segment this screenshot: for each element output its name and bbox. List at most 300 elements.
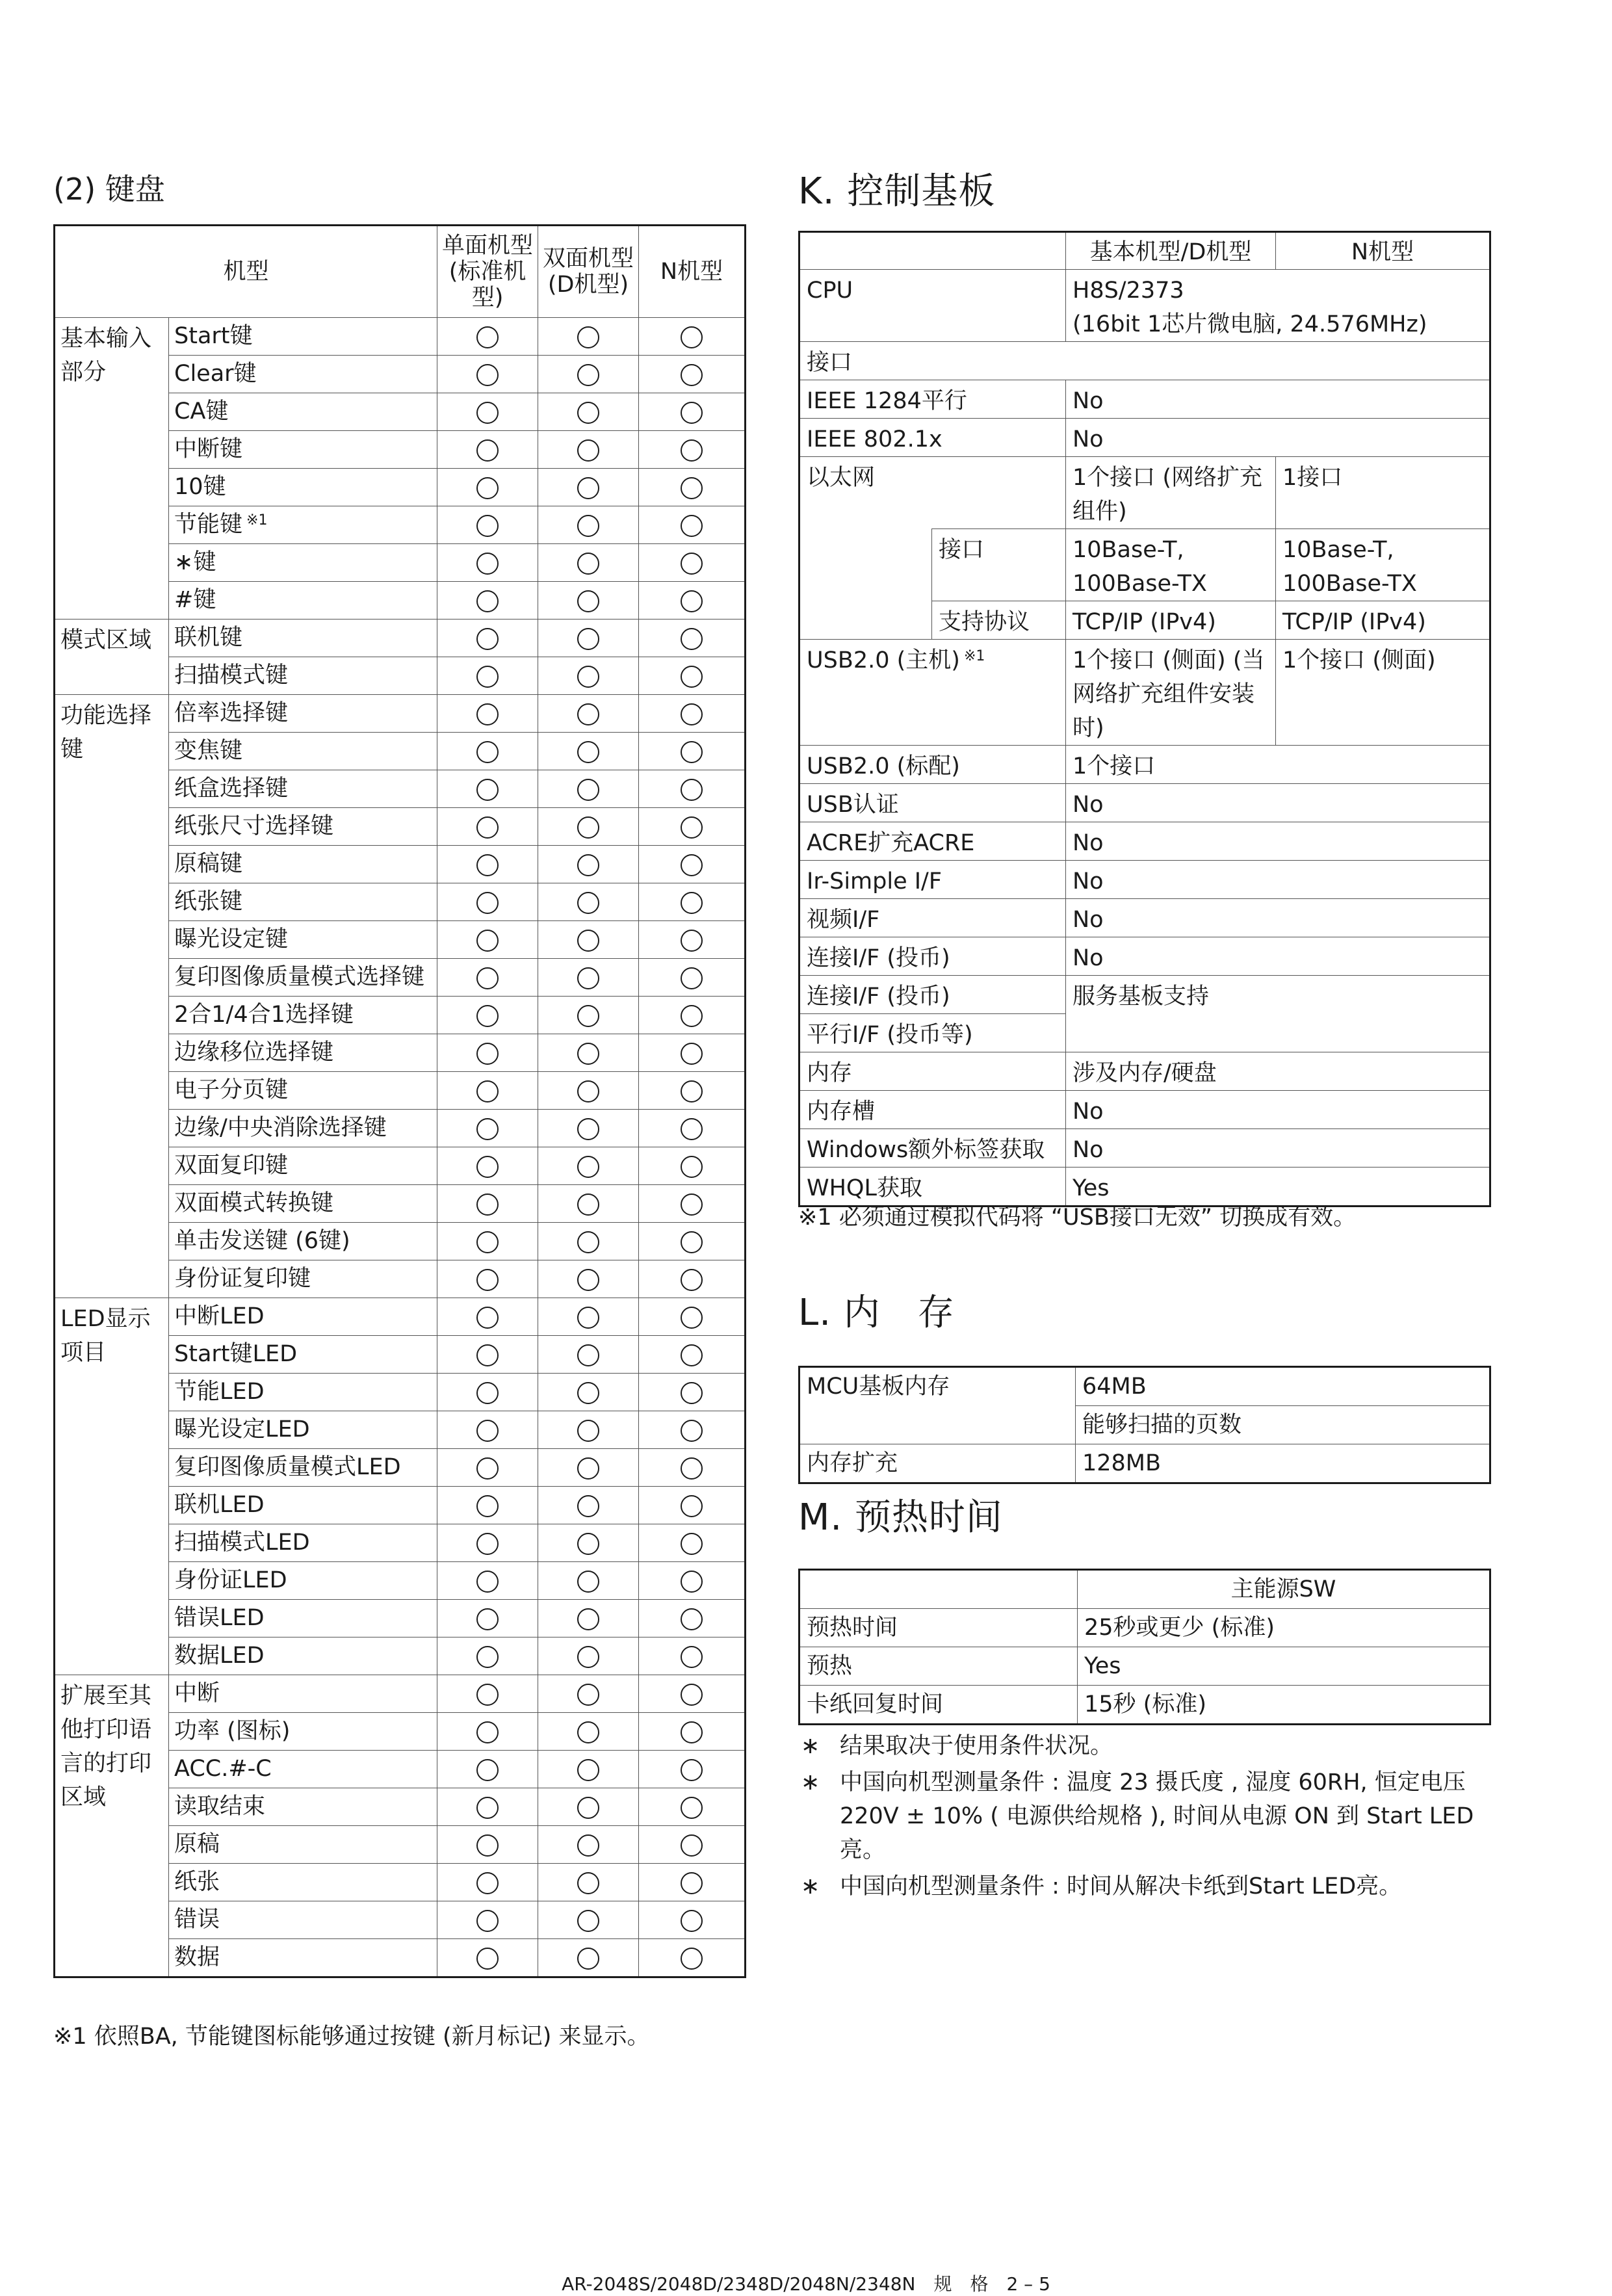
spec-label: 预热 [800,1647,1078,1686]
support-cell [538,318,639,356]
keyboard-footnote: ※1 依照BA, 节能键图标能够通过按键 (新月标记) 来显示。 [53,2024,650,2050]
keyboard-item-label: 错误 [174,1907,220,1933]
support-cell [639,506,746,544]
keyboard-item-label: 双面复印键 [174,1153,289,1179]
support-cell [639,1637,746,1675]
spec-value: 涉及内存/硬盘 [1066,1052,1490,1091]
support-cell [437,1411,538,1449]
support-cell [538,1562,639,1600]
keyboard-item-label: 原稿 [174,1831,220,1857]
keyboard-item [169,469,437,506]
keyboard-item [169,733,437,770]
keyboard-item-label: 扫描模式键 [174,662,289,688]
circle-mark-icon [681,892,703,914]
keyboard-item-label: 中断 [174,1680,220,1706]
spec-label: IEEE 1284平行 [800,380,1066,419]
support-cell [538,997,639,1034]
keyboard-item [169,1901,437,1939]
keyboard-item-label: 曝光设定LED [174,1416,310,1442]
circle-mark-icon [577,628,599,650]
spec-label: 接口 [932,529,1066,601]
keyboard-heading: (2) 键盘 [53,172,165,207]
support-cell [639,770,746,808]
circle-mark-icon [476,1797,499,1819]
support-cell [639,733,746,770]
circle-mark-icon [577,590,599,612]
spec-value: No [1066,1129,1490,1168]
spec-row [800,1091,1490,1129]
warmup-header-row [800,1570,1490,1609]
circle-mark-icon [476,628,499,650]
support-cell [437,846,538,883]
spec-value: 1个接口 (网络扩充组件) [1066,457,1276,529]
keyboard-item [169,1939,437,1977]
keyboard-item [169,1864,437,1901]
usb-host-label: USB2.0 (主机) [807,647,960,673]
support-cell [437,1600,538,1637]
support-cell [639,959,746,997]
support-cell [639,469,746,506]
keyboard-item [169,1449,437,1487]
keyboard-item [169,1147,437,1185]
spec-label: 接口 [800,342,1490,380]
keyboard-item [169,1751,437,1788]
circle-mark-icon [681,967,703,989]
circle-mark-icon [476,1118,499,1140]
spec-row-interface [800,342,1490,380]
circle-mark-icon [577,1797,599,1819]
keyboard-item [169,1298,437,1336]
circle-mark-icon [681,1948,703,1970]
support-cell [538,1524,639,1562]
keyboard-item-label: 数据LED [174,1643,265,1669]
spec-value: 1个接口 (侧面) (当网络扩充组件安装时) [1066,640,1276,746]
support-cell [639,921,746,959]
circle-mark-icon [476,1457,499,1480]
keyboard-item-label: 中断LED [174,1303,265,1329]
circle-mark-icon [681,1646,703,1668]
keyboard-table [53,224,746,1978]
support-cell [538,1826,639,1864]
spec-value: 服务基板支持 [1066,976,1490,1052]
support-cell [639,544,746,582]
support-cell [437,883,538,921]
keyboard-item [169,1223,437,1260]
support-cell [437,1901,538,1939]
circle-mark-icon [476,590,499,612]
circle-mark-icon [577,1005,599,1027]
spec-row [800,899,1490,937]
note-mark: ※1 [246,512,268,528]
circle-mark-icon [577,326,599,348]
support-cell [437,1374,538,1411]
circle-mark-icon [681,1721,703,1743]
circle-mark-icon [577,967,599,989]
support-cell [437,1751,538,1788]
support-cell [639,1524,746,1562]
support-cell [538,431,639,469]
spec-value: 25秒或更少 (标准) [1078,1609,1490,1647]
spec-row [800,746,1490,784]
keyboard-item [169,1600,437,1637]
circle-mark-icon [577,1495,599,1517]
support-cell [437,921,538,959]
keyboard-item-label: 倍率选择键 [174,700,289,726]
support-cell [538,1600,639,1637]
keyboard-group: 模式区域 [55,620,169,695]
keyboard-item [169,1374,437,1411]
keyboard-item [169,921,437,959]
support-cell [437,1487,538,1524]
support-cell [437,1826,538,1864]
circle-mark-icon [681,779,703,801]
spec-value: No [1066,861,1490,899]
control-board-table [798,231,1491,1207]
circle-mark-icon [577,1194,599,1216]
support-cell [538,1223,639,1260]
support-cell [538,883,639,921]
spec-row-ethernet [800,457,1490,529]
keyboard-item [169,318,437,356]
keyboard-row [55,1298,746,1336]
support-cell [538,1336,639,1374]
circle-mark-icon [681,1684,703,1706]
keyboard-item-label: CA键 [174,398,229,424]
circle-mark-icon [476,1420,499,1442]
spec-row [800,784,1490,822]
keyboard-item [169,657,437,695]
warmup-notes [801,1729,1490,1906]
keyboard-item [169,1713,437,1751]
support-cell [437,582,538,620]
circle-mark-icon [577,1872,599,1894]
circle-mark-icon [681,1043,703,1065]
note-bullet: ∗ [801,1873,820,1899]
support-cell [538,620,639,657]
support-cell [437,1185,538,1223]
spec-value: 15秒 (标准) [1078,1686,1490,1725]
circle-mark-icon [577,553,599,575]
support-cell [437,544,538,582]
support-cell [639,1260,746,1298]
circle-mark-icon [476,477,499,499]
keyboard-item-label: Clear键 [174,361,257,387]
circle-mark-icon [476,553,499,575]
spec-value: Yes [1078,1647,1490,1686]
circle-mark-icon [681,590,703,612]
spec-label: 视频I/F [800,899,1066,937]
spec-label: USB认证 [800,784,1066,822]
spec-value: TCP/IP (IPv4) [1066,601,1276,640]
keyboard-item [169,1788,437,1826]
support-cell [538,1298,639,1336]
support-cell [639,1675,746,1713]
header-model: 机型 [55,226,437,318]
keyboard-item-label: 单击发送键 (6键) [174,1228,350,1254]
warmup-note [801,1870,1490,1903]
keyboard-item-label: ACC.#-C [174,1756,272,1782]
note-text: 中国向机型测量条件 : 时间从解决卡纸到Start LED亮。 [840,1873,1402,1899]
memory-table [798,1366,1491,1484]
circle-mark-icon [476,1344,499,1366]
circle-mark-icon [476,666,499,688]
circle-mark-icon [681,1872,703,1894]
keyboard-item-label: Start键 [174,323,253,349]
support-cell [538,1034,639,1072]
keyboard-table-body [55,318,746,1977]
circle-mark-icon [681,1834,703,1857]
keyboard-group: 基本输入部分 [55,318,169,620]
keyboard-item-label: 身份证复印键 [174,1266,311,1292]
spec-value: 1个接口 [1066,746,1490,784]
support-cell [437,1147,538,1185]
warmup-header: 主能源SW [1078,1570,1490,1609]
keyboard-item [169,393,437,431]
keyboard-item [169,506,437,544]
circle-mark-icon [681,1382,703,1404]
memory-heading: L. 内 存 [798,1292,955,1334]
circle-mark-icon [681,477,703,499]
circle-mark-icon [476,326,499,348]
spec-header-n: N机型 [1276,232,1490,270]
support-cell [639,695,746,733]
spec-simple-rows-2 [800,1052,1490,1207]
support-cell [639,1223,746,1260]
header-n: N机型 [639,226,746,318]
support-cell [639,1864,746,1901]
circle-mark-icon [577,1156,599,1178]
circle-mark-icon [476,892,499,914]
keyboard-table-header [55,226,746,318]
spec-row-eth-protocol [800,601,1490,640]
keyboard-item-label: #键 [174,587,216,613]
keyboard-item [169,544,437,582]
support-cell [437,620,538,657]
circle-mark-icon [681,1495,703,1517]
keyboard-item [169,1637,437,1675]
circle-mark-icon [681,326,703,348]
circle-mark-icon [476,364,499,386]
header-duplex: 双面机型 (D机型) [538,226,639,318]
keyboard-item-label: 原稿键 [174,851,243,877]
circle-mark-icon [577,1344,599,1366]
support-cell [437,318,538,356]
keyboard-row [55,1675,746,1713]
circle-mark-icon [681,1194,703,1216]
support-cell [437,1298,538,1336]
spec-label: MCU基板内存 [800,1367,1076,1444]
support-cell [538,544,639,582]
spec-label: 内存槽 [800,1091,1066,1129]
support-cell [538,1260,639,1298]
support-cell [639,1374,746,1411]
keyboard-item-label: 身份证LED [174,1567,287,1593]
circle-mark-icon [577,1571,599,1593]
circle-mark-icon [476,1194,499,1216]
support-cell [639,1826,746,1864]
support-cell [538,921,639,959]
keyboard-group: LED显示项目 [55,1298,169,1675]
warmup-row [800,1647,1490,1686]
keyboard-item-label: 纸张尺寸选择键 [174,813,334,839]
spec-value: No [1066,899,1490,937]
spec-label: WHQL获取 [800,1168,1066,1207]
keyboard-item-label: 节能LED [174,1379,265,1405]
support-cell [639,1788,746,1826]
circle-mark-icon [476,1495,499,1517]
support-cell [437,1713,538,1751]
support-cell [639,1713,746,1751]
keyboard-item [169,883,437,921]
spec-row-cpu [800,270,1490,342]
circle-mark-icon [577,1269,599,1291]
keyboard-item-label: 节能键 [174,512,243,538]
keyboard-item [169,846,437,883]
keyboard-item [169,1110,437,1147]
circle-mark-icon [476,1608,499,1630]
circle-mark-icon [681,1571,703,1593]
spec-row [800,861,1490,899]
circle-mark-icon [577,1231,599,1253]
circle-mark-icon [476,402,499,424]
keyboard-item-label: 纸张键 [174,889,243,915]
circle-mark-icon [577,1118,599,1140]
support-cell [639,997,746,1034]
support-cell [538,695,639,733]
keyboard-item-label: 边缘移位选择键 [174,1039,334,1065]
circle-mark-icon [681,515,703,537]
keyboard-item-label: 边缘/中央消除选择键 [174,1115,387,1141]
spec-value: TCP/IP (IPv4) [1276,601,1490,640]
spec-label: 内存扩充 [800,1444,1076,1483]
spec-row-ieee8021x [800,419,1490,457]
support-cell [538,1449,639,1487]
circle-mark-icon [681,1156,703,1178]
support-cell [538,1939,639,1977]
circle-mark-icon [577,816,599,839]
circle-mark-icon [577,1420,599,1442]
circle-mark-icon [476,1721,499,1743]
support-cell [639,1939,746,1977]
spec-value [1066,270,1490,342]
support-cell [538,1751,639,1788]
spec-label: 预热时间 [800,1609,1078,1647]
support-cell [437,770,538,808]
circle-mark-icon [577,854,599,876]
support-cell [639,1901,746,1939]
support-cell [639,1147,746,1185]
keyboard-item [169,1072,437,1110]
circle-mark-icon [681,1005,703,1027]
spec-label: USB2.0 (标配) [800,746,1066,784]
circle-mark-icon [681,1608,703,1630]
warmup-note [801,1766,1490,1867]
support-cell [437,469,538,506]
keyboard-item-label: 双面模式转换键 [174,1190,334,1216]
circle-mark-icon [577,1759,599,1781]
support-cell [639,620,746,657]
circle-mark-icon [681,553,703,575]
support-cell [639,431,746,469]
circle-mark-icon [476,854,499,876]
circle-mark-icon [476,1043,499,1065]
spec-label [800,640,1066,746]
support-cell [538,1487,639,1524]
circle-mark-icon [476,1834,499,1857]
keyboard-item-label: 联机键 [174,625,243,651]
keyboard-item [169,356,437,393]
spec-label: ACRE扩充ACRE [800,822,1066,861]
circle-mark-icon [476,1080,499,1102]
spec-header-basic: 基本机型/D机型 [1066,232,1276,270]
warmup-heading: M. 预热时间 [798,1496,1003,1539]
spec-row-coin-1 [800,976,1490,1014]
support-cell [437,657,538,695]
keyboard-item [169,1336,437,1374]
support-cell [437,1072,538,1110]
support-cell [538,1072,639,1110]
keyboard-row [55,318,746,356]
circle-mark-icon [681,1080,703,1102]
circle-mark-icon [577,1307,599,1329]
support-cell [639,1751,746,1788]
keyboard-item-label: ∗键 [174,549,216,575]
circle-mark-icon [681,741,703,763]
circle-mark-icon [577,779,599,801]
warmup-table [798,1569,1491,1725]
support-cell [639,1336,746,1374]
support-cell [538,1110,639,1147]
support-cell [639,846,746,883]
warmup-row [800,1609,1490,1647]
spec-label: 支持协议 [932,601,1066,640]
spec-value: Yes [1066,1168,1490,1207]
keyboard-item-label: 中断键 [174,436,243,462]
keyboard-item-label: 10键 [174,474,226,500]
spec-value: 1接口 [1276,457,1490,529]
circle-mark-icon [681,402,703,424]
support-cell [538,1147,639,1185]
spec-value: No [1066,1091,1490,1129]
circle-mark-icon [476,1948,499,1970]
support-cell [639,1072,746,1110]
note-text: 结果取决于使用条件状况。 [840,1733,1113,1759]
support-cell [437,1034,538,1072]
spec-value: 10Base-T, 100Base-TX [1276,529,1490,601]
circle-mark-icon [577,515,599,537]
circle-mark-icon [577,439,599,462]
spec-value: 128MB [1076,1444,1490,1483]
support-cell [538,808,639,846]
keyboard-item-label: 2合1/4合1选择键 [174,1002,354,1028]
circle-mark-icon [681,364,703,386]
warmup-rows [800,1609,1490,1725]
spec-label: 平行I/F (投币等) [800,1014,1066,1052]
keyboard-item [169,1487,437,1524]
keyboard-group: 功能选择键 [55,695,169,1298]
support-cell [639,1034,746,1072]
circle-mark-icon [681,666,703,688]
keyboard-item [169,1524,437,1562]
keyboard-item-label: 电子分页键 [174,1077,289,1103]
support-cell [538,657,639,695]
keyboard-item [169,1826,437,1864]
spec-row-ieee1284 [800,380,1490,419]
circle-mark-icon [681,1533,703,1555]
note-text: 中国向机型测量条件 : 温度 23 摄氏度 , 湿度 60RH, 恒定电压 220V ± 10% ( 电源供给规格 ), 时间从电源 ON 到 Start LED 亮。 [840,1769,1474,1863]
support-cell [437,808,538,846]
circle-mark-icon [681,439,703,462]
